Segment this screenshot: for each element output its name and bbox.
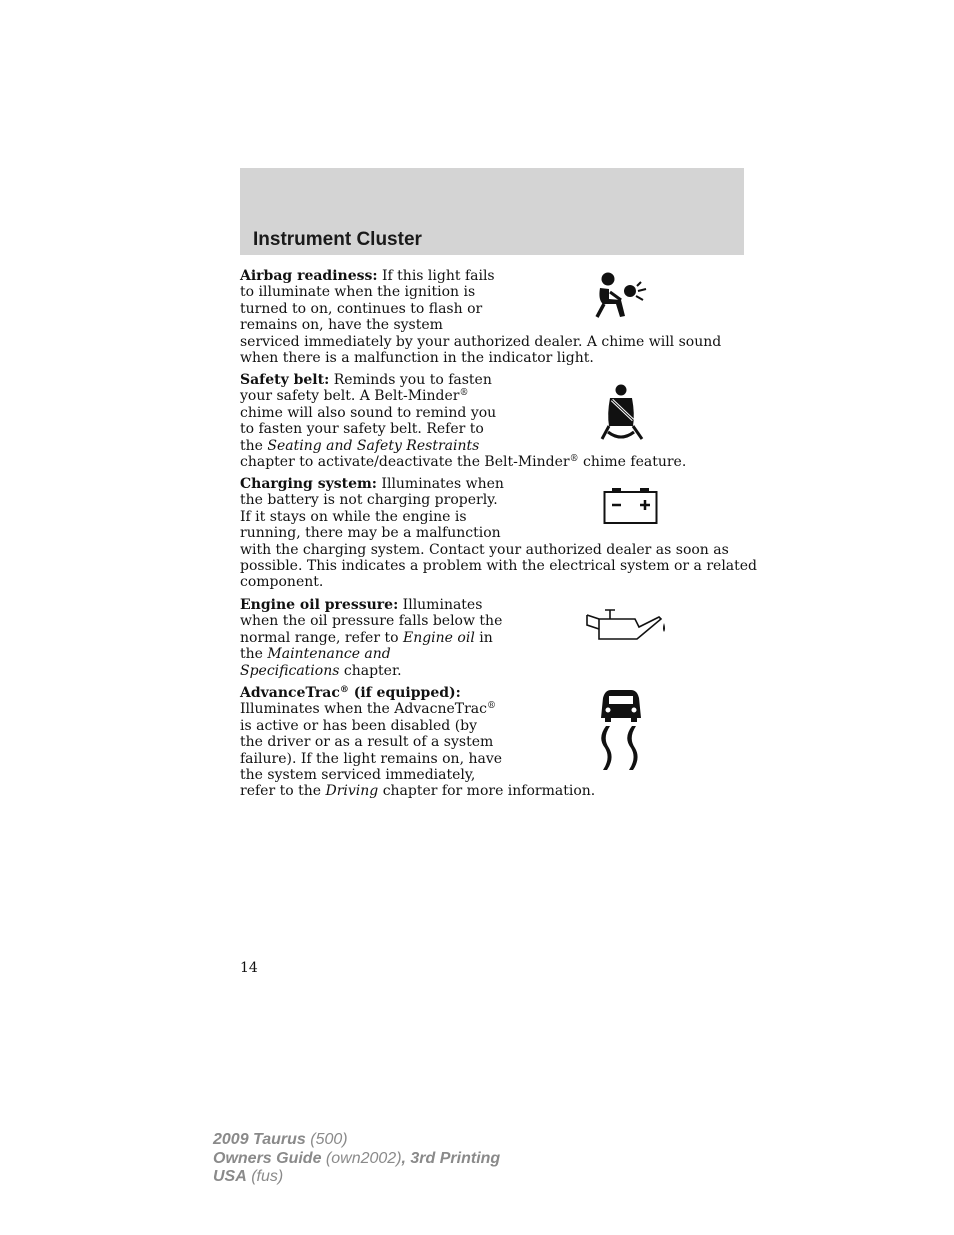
- entry-text: running, there may be a malfunction: [240, 525, 501, 542]
- entry-text: to illuminate when the ignition is: [240, 284, 476, 301]
- entry-text: normal range, refer to: [240, 629, 403, 646]
- registered-mark: ®: [459, 388, 469, 399]
- skidding-car-icon: [597, 688, 645, 772]
- section-title: Instrument Cluster: [253, 229, 422, 250]
- entry-text: chapter.: [339, 662, 402, 679]
- battery-icon: [603, 486, 659, 526]
- entry-text: to fasten your safety belt. Refer to: [240, 421, 484, 438]
- entry-text: chime feature.: [578, 454, 687, 471]
- chapter-reference: Specifications: [240, 662, 340, 679]
- entry-text: the driver or as a result of a system: [240, 734, 494, 751]
- seatbelt-icon: [600, 384, 646, 442]
- entry-label: Charging system:: [240, 476, 377, 492]
- entry-safety-belt: [240, 372, 740, 470]
- chapter-reference: Seating and Safety Restraints: [267, 437, 480, 454]
- entry-text: component.: [240, 574, 324, 591]
- registered-mark: ®: [569, 454, 579, 465]
- entry-text: the system serviced immediately,: [240, 767, 476, 784]
- entry-text: If this light fails: [377, 268, 495, 284]
- entry-text: Illuminates: [398, 597, 483, 613]
- entry-text: is active or has been disabled (by: [240, 717, 478, 734]
- oil-can-icon: [585, 605, 669, 643]
- entry-text: chapter to activate/deactivate the Belt-Minder: [240, 454, 570, 471]
- entry-text: Illuminates when the AdvacneTrac: [240, 701, 487, 718]
- entry-text: Illuminates when: [376, 476, 504, 492]
- entry-charging-system: [240, 476, 758, 591]
- entry-text: when the oil pressure falls below the: [240, 613, 503, 630]
- entry-label: AdvanceTrac® (if equipped):: [240, 685, 461, 701]
- entry-text: refer to the: [240, 783, 326, 800]
- chapter-reference: Maintenance and: [267, 646, 391, 663]
- chapter-reference: Engine oil: [402, 629, 475, 646]
- entry-label: Airbag readiness:: [240, 268, 378, 284]
- entry-text: when there is a malfunction in the indicator light.: [240, 350, 594, 367]
- entry-text: failure). If the light remains on, have: [240, 750, 503, 767]
- entry-text: the: [240, 646, 268, 663]
- entry-text: with the charging system. Contact your authorized dealer as soon as: [240, 541, 729, 558]
- section-header: [240, 168, 744, 255]
- entry-airbag-readiness: [240, 268, 740, 366]
- registered-mark: ®: [339, 685, 349, 695]
- entry-text: Reminds you to fasten: [329, 372, 492, 388]
- entry-text: remains on, have the system: [240, 317, 443, 334]
- entry-text: in: [474, 629, 493, 646]
- document-footer: 2009 Taurus (500) Owners Guide (own2002), 3rd Printing USA (fus): [213, 1131, 501, 1185]
- entry-text: If it stays on while the engine is: [240, 508, 467, 525]
- entry-text: serviced immediately by your authorized dealer. A chime will sound: [240, 333, 722, 350]
- entry-label: Safety belt:: [240, 372, 330, 388]
- registered-mark: ®: [486, 701, 496, 712]
- entry-text: chime will also sound to remind you: [240, 404, 497, 421]
- entry-label: Engine oil pressure:: [240, 597, 399, 613]
- page-number: 14: [240, 960, 258, 976]
- entry-text: turned to on, continues to flash or: [240, 300, 483, 317]
- airbag-warning-icon: [594, 270, 652, 320]
- entry-advancetrac: [240, 685, 740, 800]
- entry-text: chapter for more information.: [378, 783, 596, 800]
- entry-text: the: [240, 437, 268, 454]
- entry-text: possible. This indicates a problem with the electrical system or a related: [240, 558, 758, 575]
- entry-text: your safety belt. A Belt-Minder: [240, 388, 460, 405]
- entry-text: the battery is not charging properly.: [240, 492, 498, 509]
- chapter-reference: Driving: [325, 783, 379, 800]
